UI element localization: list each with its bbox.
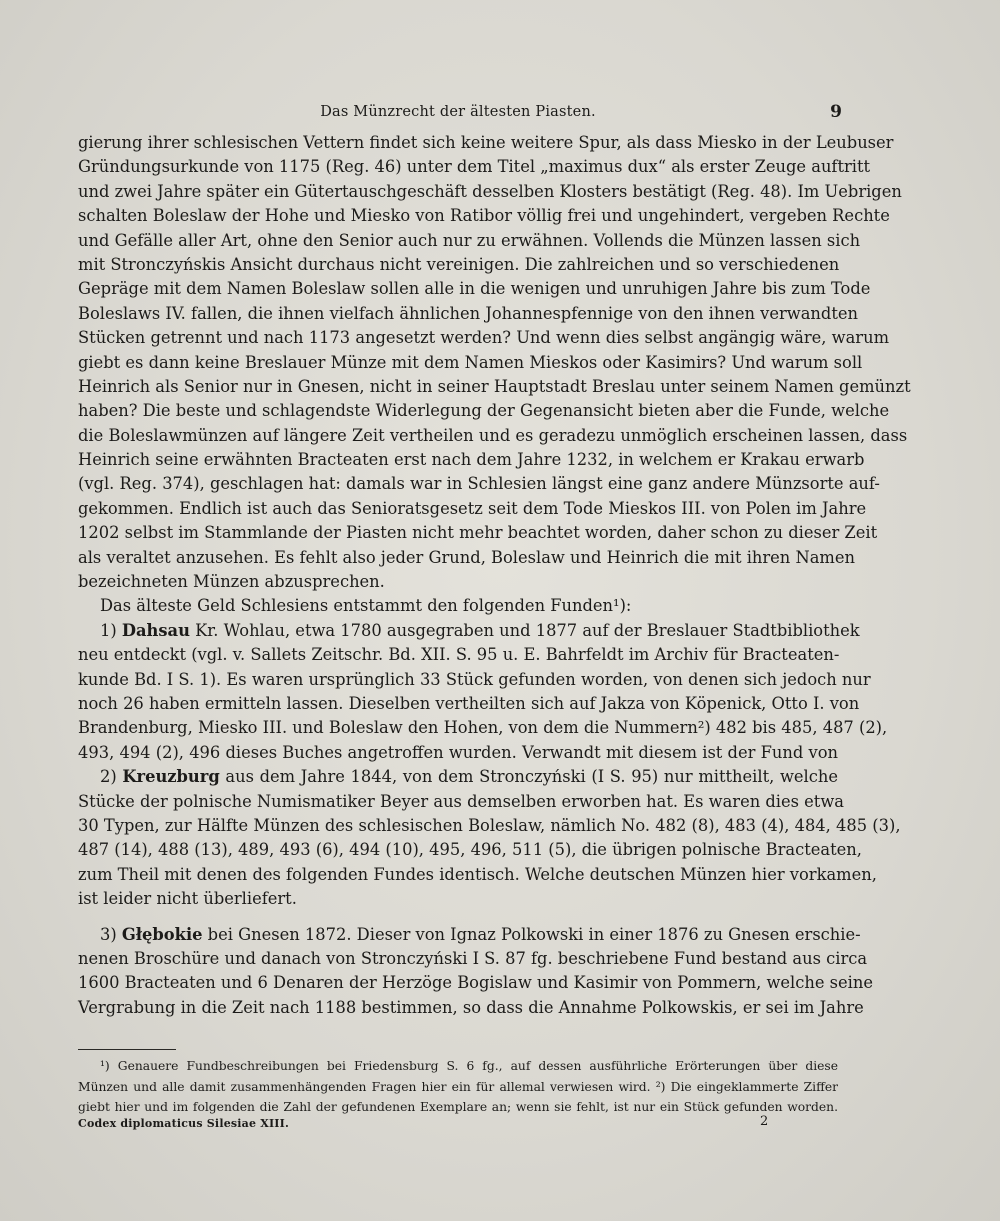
find-number: 1)	[100, 620, 122, 640]
text-line: Boleslaws IV. fallen, die ihnen vielfach ähnlichen Johannespfennige von den ihnen verwandten	[78, 303, 858, 323]
text-line: bezeichneten Münzen abzusprechen.	[78, 572, 385, 592]
find-heading-line	[78, 923, 861, 947]
text-line: Gründungsurkunde von 1175 (Reg. 46) unter dem Titel „maximus dux“ als erster Zeuge auftritt	[78, 157, 871, 177]
text-line: Stücken getrennt und nach 1173 angesetzt werden? Und wenn dies selbst angängig wäre, warum	[78, 328, 890, 348]
text-line: Heinrich als Senior nur in Gnesen, nicht in seiner Hauptstadt Breslau unter seinem Namen gemünzt	[78, 376, 911, 396]
text-line: Stücke der polnische Numismatiker Beyer aus demselben erworben hat. Es waren dies etwa	[78, 791, 844, 811]
text-line: noch 26 haben ermitteln lassen. Dieselben vertheilten sich auf Jakza von Köpenick, Otto I. von	[78, 693, 860, 713]
text-line: und zwei Jahre später ein Gütertauschgeschäft desselben Klosters bestätigt (Reg. 48). Im Uebrigen	[78, 181, 902, 201]
find-place: Kreuzburg	[122, 767, 220, 787]
text-line: 1600 Bracteaten und 6 Denaren der Herzöge Bogislaw und Kasimir von Pommern, welche seine	[78, 973, 873, 993]
paragraph-1	[78, 131, 911, 594]
text-line: neu entdeckt (vgl. v. Sallets Zeitschr. Bd. XII. S. 95 u. E. Bahrfeldt im Archiv für Bracteaten-	[78, 645, 840, 665]
find-2	[78, 765, 901, 911]
find-heading-text: Kr. Wohlau, etwa 1780 ausgegraben und 1877 auf der Breslauer Stadtbibliothek	[189, 620, 860, 640]
text-line: Gepräge mit dem Namen Boleslaw sollen alle in die wenigen und unruhigen Jahre bis zum Tode	[78, 279, 871, 299]
text-line: 493, 494 (2), 496 dieses Buches angetroffen wurden. Verwandt mit diesem ist der Fund von	[78, 742, 838, 762]
footnote-line: Münzen und alle damit zusammenhängenden Fragen hier ein für allemal verwiesen wird. ²) Die eingeklammerte Ziffer	[78, 1079, 838, 1094]
footnote-line: giebt hier und im folgenden die Zahl der gefundenen Exemplare an; wenn sie fehlt, ist nur ein Stück gefunden worden.	[78, 1100, 838, 1114]
text-line: nenen Broschüre und danach von Stronczyński I S. 87 fg. beschriebene Fund bestand aus circa	[78, 948, 868, 968]
text-line: mit Stronczyńskis Ansicht durchaus nicht vereinigen. Die zahlreichen und so verschiedenen	[78, 254, 840, 274]
text-line: ist leider nicht überliefert.	[78, 889, 297, 909]
text-line: als veraltet anzusehen. Es fehlt also jeder Grund, Boleslaw und Heinrich die mit ihren Namen	[78, 547, 855, 567]
footnotes	[78, 1056, 838, 1118]
find-heading-line	[78, 765, 838, 789]
text-line: Heinrich seine erwähnten Bracteaten erst nach dem Jahre 1232, in welchem er Krakau erwarb	[78, 450, 865, 470]
text-line: schalten Boleslaw der Hohe und Miesko von Ratibor völlig frei und ungehindert, vergeben Rechte	[78, 206, 890, 226]
text-line: (vgl. Reg. 374), geschlagen hat: damals war in Schlesien längst eine ganz andere Münzsorte auf-	[78, 474, 880, 494]
find-place: Głębokie	[121, 924, 203, 944]
text-line: Brandenburg, Miesko III. und Boleslaw den Hohen, von dem die Nummern²) 482 bis 485, 487 (2),	[78, 718, 888, 738]
paragraph-gap	[78, 912, 838, 923]
header-title: Das Münzrecht der ältesten Piasten.	[320, 104, 596, 120]
finds-intro: Das älteste Geld Schlesiens entstammt den folgenden Funden¹):	[100, 596, 632, 616]
text-line: kunde Bd. I S. 1). Es waren ursprünglich 33 Stück gefunden worden, von denen sich jedoch nur	[78, 669, 871, 689]
text-line: 30 Typen, zur Hälfte Münzen des schlesischen Boleslaw, nämlich No. 482 (8), 483 (4), 484, 485 (3),	[78, 815, 901, 835]
running-header	[78, 102, 842, 128]
find-heading-line	[78, 619, 860, 643]
printer-signature: Codex diplomaticus Silesiae XIII.	[78, 1117, 290, 1130]
find-3	[78, 923, 873, 1021]
find-number: 3)	[100, 924, 122, 944]
text-line: haben? Die beste und schlagendste Widerlegung der Gegenansicht bieten aber die Funde, welche	[78, 401, 890, 421]
text-line: gekommen. Endlich ist auch das Senioratsgesetz seit dem Tode Mieskos III. von Polen im Jahre	[78, 498, 867, 518]
text-line: 1202 selbst im Stammlande der Piasten nicht mehr beachtet worden, daher schon zu dieser Zeit	[78, 523, 878, 543]
text-line: gierung ihrer schlesischen Vettern findet sich keine weitere Spur, als dass Miesko in der Leubuser	[78, 133, 894, 152]
page-number: 9	[830, 102, 842, 122]
body-text	[78, 131, 911, 1020]
find-heading-text: bei Gnesen 1872. Dieser von Ignaz Polkowski in einer 1876 zu Gnesen erschie-	[202, 924, 861, 944]
find-1	[78, 619, 888, 765]
text-line: die Boleslawmünzen auf längere Zeit vertheilen und es geradezu unmöglich erscheinen lassen, dass	[78, 425, 908, 445]
text-line: giebt es dann keine Breslauer Münze mit dem Namen Mieskos oder Kasimirs? Und warum soll	[78, 352, 863, 372]
signature-number: 2	[760, 1114, 769, 1129]
text-line: und Gefälle aller Art, ohne den Senior auch nur zu erwähnen. Vollends die Münzen lassen sich	[78, 230, 861, 250]
footnote-line: ¹) Genauere Fundbeschreibungen bei Friedensburg S. 6 fg., auf dessen ausführliche Erörterungen über diese	[100, 1059, 838, 1073]
find-heading-text: aus dem Jahre 1844, von dem Stronczyński (I S. 95) nur mittheilt, welche	[219, 767, 838, 787]
text-line: zum Theil mit denen des folgenden Fundes identisch. Welche deutschen Münzen hier vorkamen,	[78, 864, 877, 884]
text-line: Vergrabung in die Zeit nach 1188 bestimmen, so dass die Annahme Polkowskis, er sei im Jahre	[78, 997, 864, 1017]
find-place: Dahsau	[121, 620, 190, 640]
find-number: 2)	[100, 767, 123, 787]
footnote-rule	[78, 1049, 176, 1050]
text-line: 487 (14), 488 (13), 489, 493 (6), 494 (10), 495, 496, 511 (5), die übrigen polnische Bracteaten,	[78, 840, 862, 860]
